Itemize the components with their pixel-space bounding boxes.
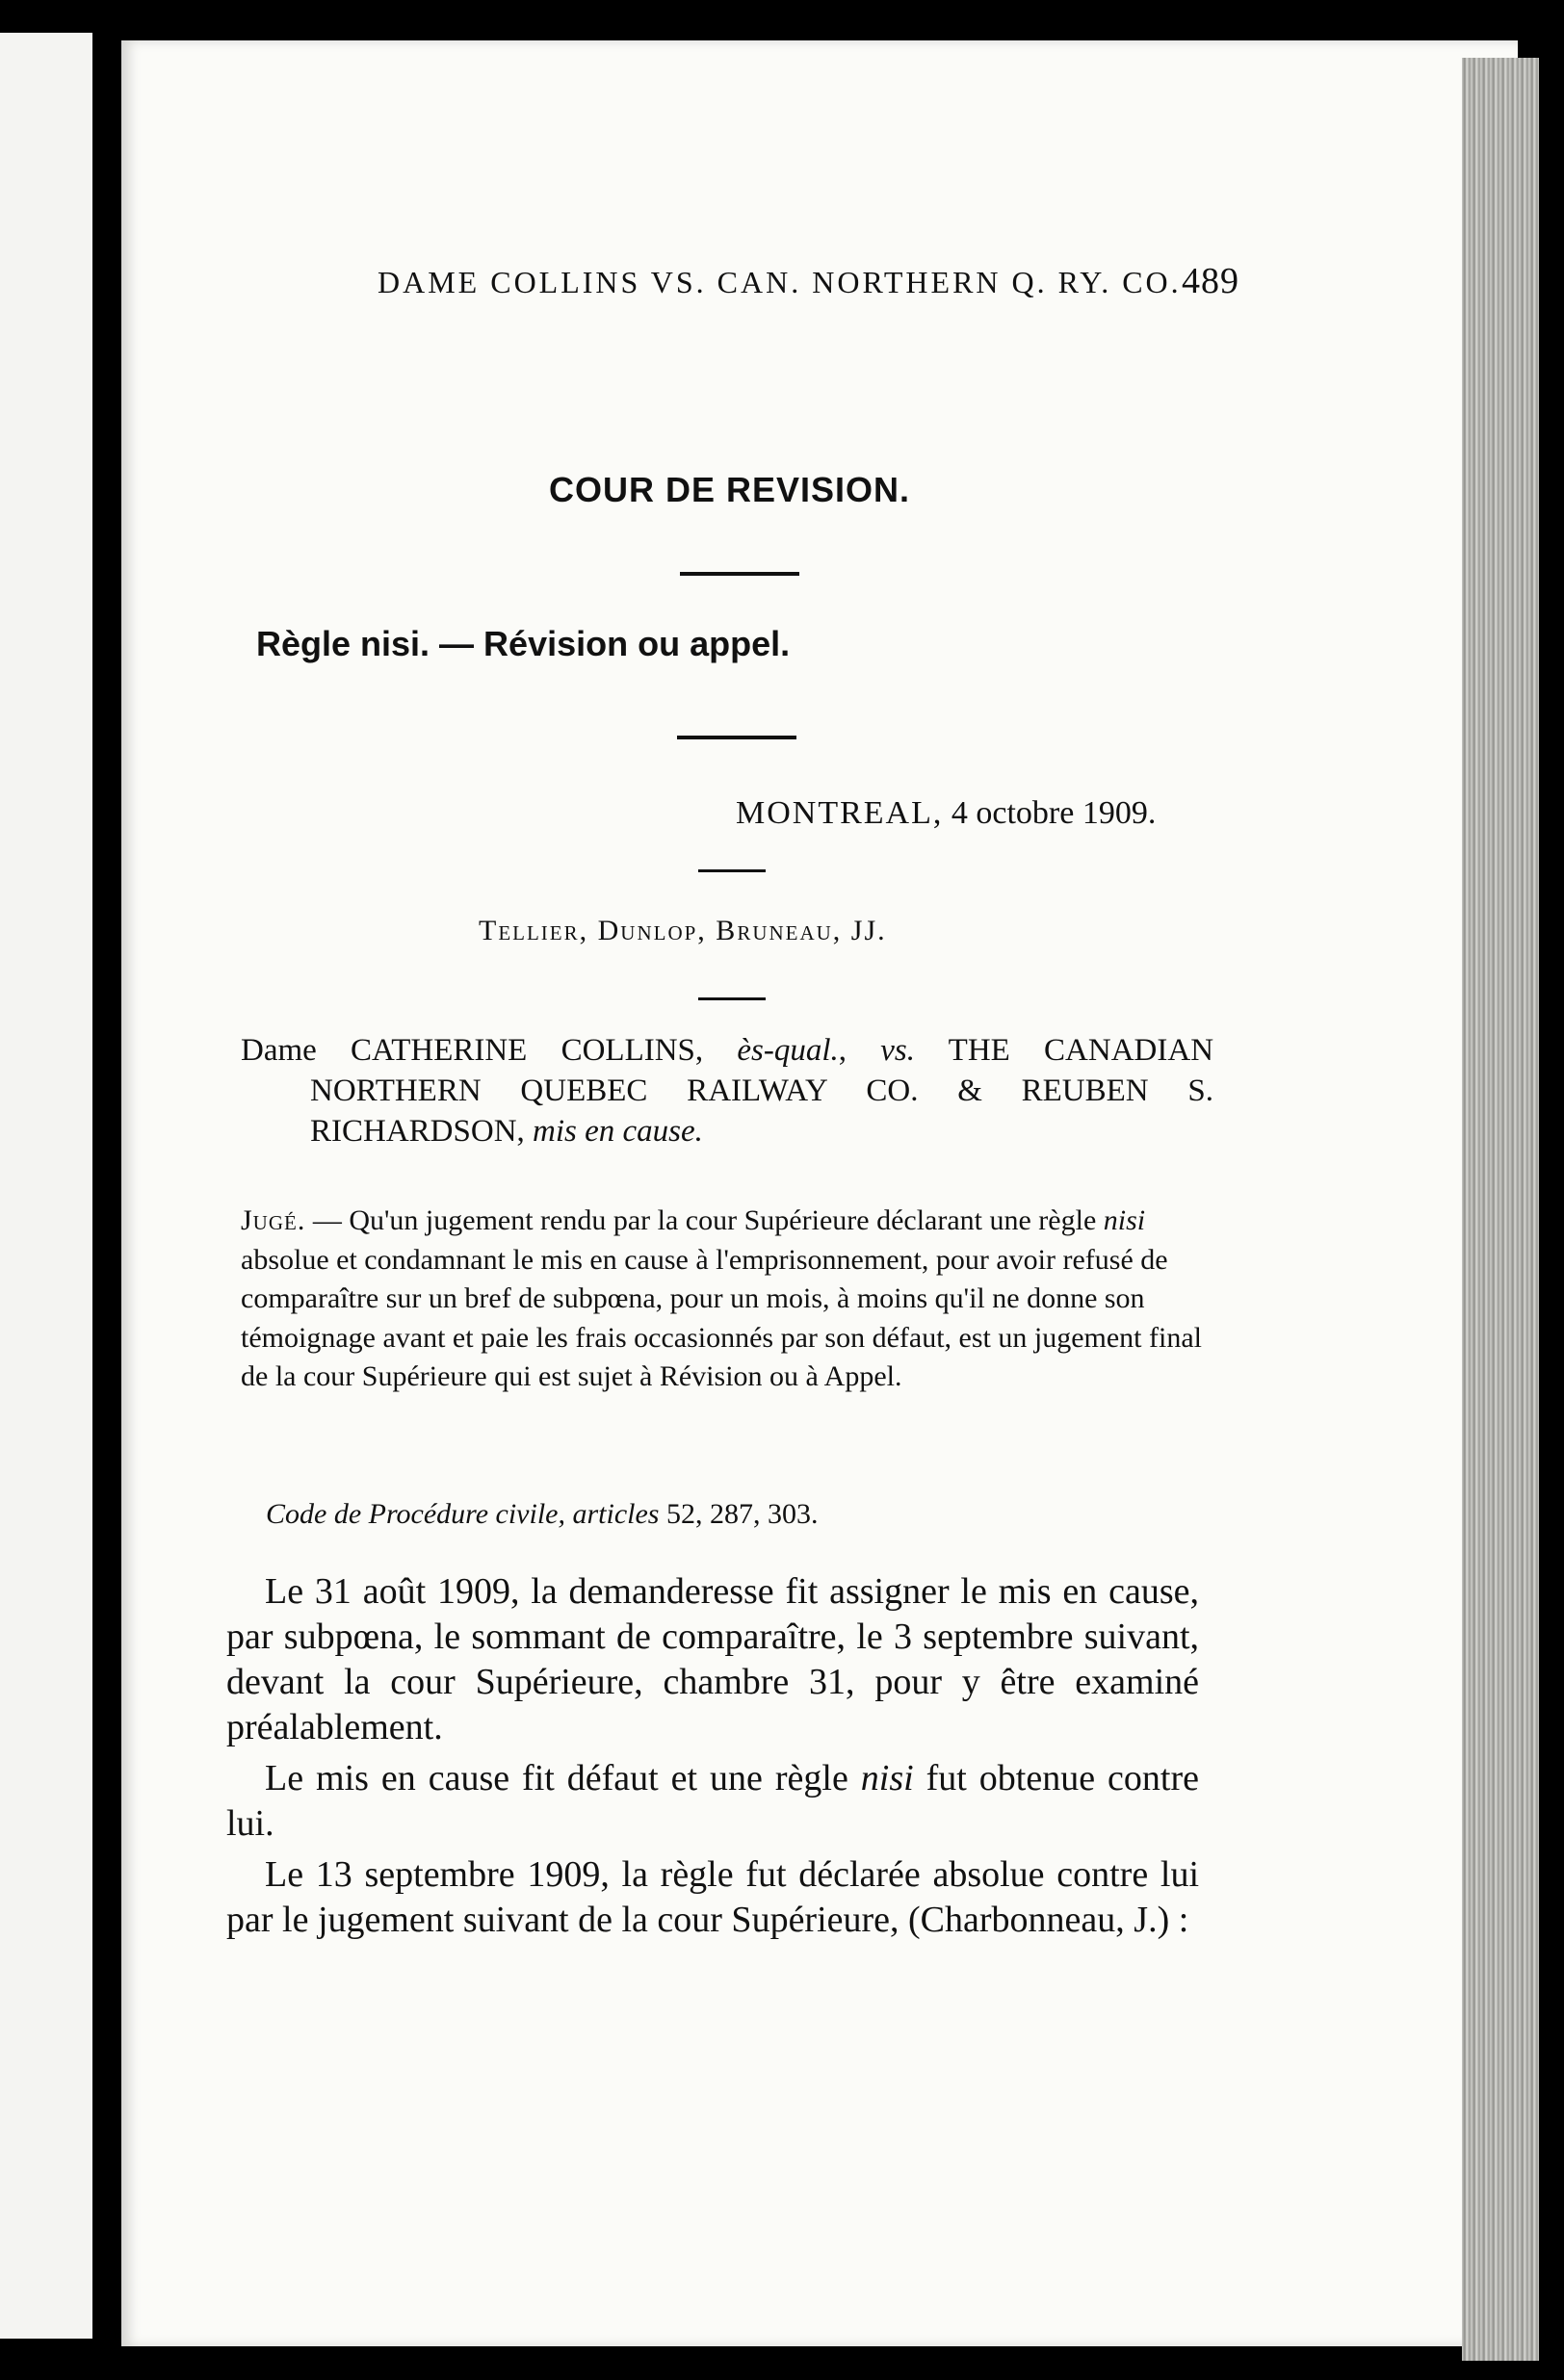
court-title: COUR DE REVISION. [549, 470, 911, 509]
dateline-place: MONTREAL, [736, 795, 944, 831]
judges-line: Tellier, Dunlop, Bruneau, JJ. [479, 915, 887, 946]
paragraph: Le 31 août 1909, la demanderesse fit assigner le mis en cause, par subpœna, le sommant de comparaître, le 3 septembre suivant, devant la cour Supérieure, chambre 31, pour y être examiné préalablement. [226, 1571, 1199, 1747]
party-punct: , [838, 1033, 847, 1068]
party-qualifier: ès-qual. [737, 1033, 839, 1068]
mis-en-cause-label: mis en cause. [533, 1114, 703, 1149]
headnote-part: — Qu'un jugement rendu par la cour Supérieure déclarant une règle [305, 1204, 1104, 1236]
running-title: DAME COLLINS VS. CAN. NORTHERN Q. RY. CO. [378, 265, 1182, 299]
code-reference-articles: 52, 287, 303. [665, 1498, 819, 1530]
parties-block [241, 1030, 1213, 1151]
party-mis-en-cause: RICHARDSON, [310, 1114, 525, 1149]
running-header [378, 260, 1239, 302]
body-text [226, 1569, 1199, 1943]
dateline [736, 795, 1156, 832]
page-number: 489 [1182, 261, 1239, 301]
code-reference [266, 1498, 818, 1531]
divider-rule [680, 572, 799, 576]
headnote-lead: Jugé. [241, 1204, 306, 1236]
headnote-nisi: nisi [1103, 1204, 1146, 1236]
paragraph-part: fut obtenue contre lui. [226, 1758, 1199, 1844]
paragraph: Le 13 septembre 1909, la règle fut déclarée absolue contre lui par le jugement suivant de la cour Supérieure, (Charbonneau, J.) : [226, 1854, 1199, 1940]
facing-page-edge [0, 33, 92, 2339]
book-page [121, 40, 1518, 2346]
parties-line [241, 1111, 1213, 1151]
party-defendant: THE CANADIAN [948, 1033, 1214, 1068]
page-stack-edge [1462, 58, 1539, 2361]
parties-line: NORTHERN QUEBEC RAILWAY CO. & REUBEN S. [310, 1074, 1213, 1108]
paragraph-part: Le mis en cause fit défaut et une règle [265, 1758, 861, 1798]
subject-heading: Règle nisi. — Révision ou appel. [256, 624, 791, 663]
parties-line [241, 1030, 1213, 1071]
headnote-text [241, 1202, 1210, 1397]
paragraph-nisi: nisi [860, 1758, 914, 1798]
paragraph [226, 1756, 1199, 1847]
versus-label: vs. [880, 1033, 916, 1068]
headnote-part: absolue et condamnant le mis en cause à l'emprisonnement, pour avoir refusé de comparaître sur un bref de subpœna, pour un mois, à moins qu'il ne donne son témoignage avant et paie les frais occasionnés par son défaut, est un jugement final de la cour Supérieure qui est sujet à Révision ou à Appel. [241, 1243, 1202, 1392]
divider-rule [698, 997, 766, 1000]
divider-rule [677, 736, 796, 739]
headnote [241, 1202, 1210, 1397]
code-reference-text: Code de Procédure civile, articles [266, 1498, 660, 1530]
divider-rule [698, 869, 766, 872]
dateline-date: 4 octobre 1909. [951, 795, 1157, 831]
party-plaintiff: Dame CATHERINE COLLINS, [241, 1033, 704, 1068]
